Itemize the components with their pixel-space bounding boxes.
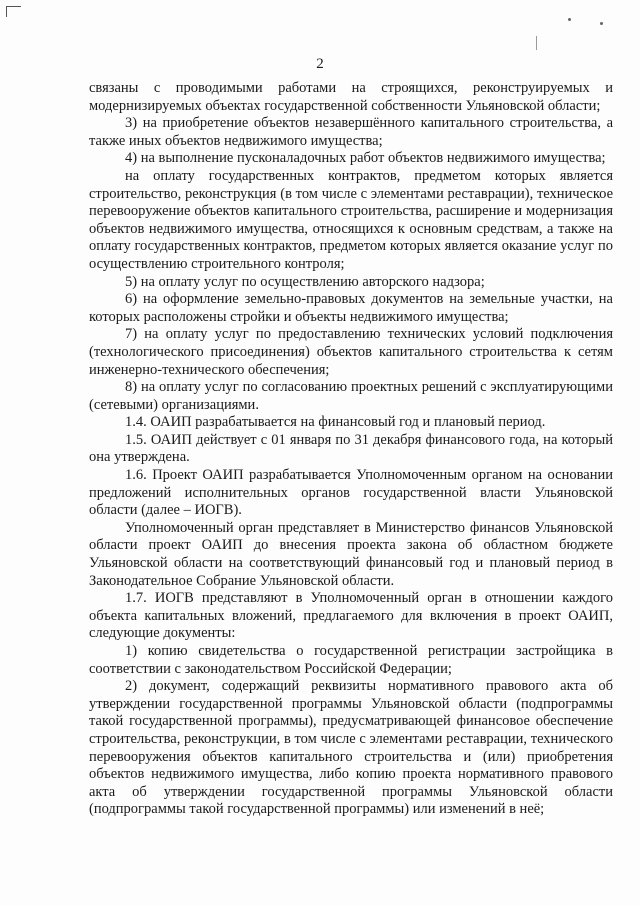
paragraph: 1) копию свидетельства о государственной регистрации застройщика в соответствии с законодательством Российской Федерации;	[89, 643, 613, 677]
paragraph: 2) документ, содержащий реквизиты нормативного правового акта об утверждении государственной программы Ульяновской области (подпрограммы такой государственной программы), предусматривающей финансовое обеспечение строительства, реконструкции, в том числе с элементами реставрации, технического перевооружения объектов капитального строительства и (или) приобретения объектов недвижимого имущества, либо копию проекта нормативного правового акта об утверждении государственной программы Ульяновской области (подпрограммы такой государственной программы) или изменений в неё;	[89, 678, 613, 818]
document-body	[89, 80, 613, 819]
scan-fold-line	[536, 36, 537, 50]
paragraph: 1.4. ОАИП разрабатывается на финансовый год и плановый период.	[125, 414, 546, 431]
paragraph: 7) на оплату услуг по предоставлению технических условий подключения (технологического присоединения) объектов капитального строительства к сетям инженерно-технического обеспечения;	[89, 326, 613, 378]
page-number: 2	[316, 56, 324, 72]
paragraph: на оплату государственных контрактов, предметом которых является строительство, реконструкция (в том числе с элементами реставрации), техническое перевооружение объектов капитального строительства, расширение и модернизация объектов недвижимого имущества, относящихся к основным средствам, а также на оплату государственных контрактов, предметом которых является оказание услуг по осуществлению строительного контроля;	[89, 167, 613, 272]
paragraph: Уполномоченный орган представляет в Министерство финансов Ульяновской области проект ОАИП до внесения проекта закона об областном бюджете Ульяновской области на соответствующий финансовый год и плановый период в Законодательное Собрание Ульяновской области.	[89, 519, 613, 589]
paragraph: 1.5. ОАИП действует с 01 января по 31 декабря финансового года, на который она утверждена.	[89, 431, 613, 466]
paragraph: 4) на выполнение пусконаладочных работ объектов недвижимого имущества;	[125, 150, 606, 167]
paragraph: 1.7. ИОГВ представляют в Уполномоченный орган в отношении каждого объекта капитальных вложений, предлагаемого для включения в проект ОАИП, следующие документы:	[89, 590, 613, 642]
scan-speck	[600, 22, 603, 25]
paragraph: 1.6. Проект ОАИП разрабатывается Уполномоченным органом на основании предложений исполнительных органов государственной власти Ульяновской области (далее – ИОГВ).	[89, 467, 613, 519]
paragraph: 8) на оплату услуг по согласованию проектных решений с эксплуатирующими (сетевыми) организациями.	[89, 379, 613, 413]
paragraph: 5) на оплату услуг по осуществлению авторского надзора;	[125, 273, 485, 290]
scan-corner-mark	[6, 6, 21, 17]
paragraph: 6) на оформление земельно-правовых документов на земельные участки, на которых расположены стройки и объекты недвижимого имущества;	[89, 291, 613, 325]
paragraph: 3) на приобретение объектов незавершённого капитального строительства, а также иных объектов недвижимого имущества;	[89, 115, 613, 149]
scan-speck	[568, 18, 571, 21]
paragraph: связаны с проводимыми работами на строящихся, реконструируемых и модернизируемых объектах государственной собственности Ульяновской области;	[89, 80, 613, 114]
